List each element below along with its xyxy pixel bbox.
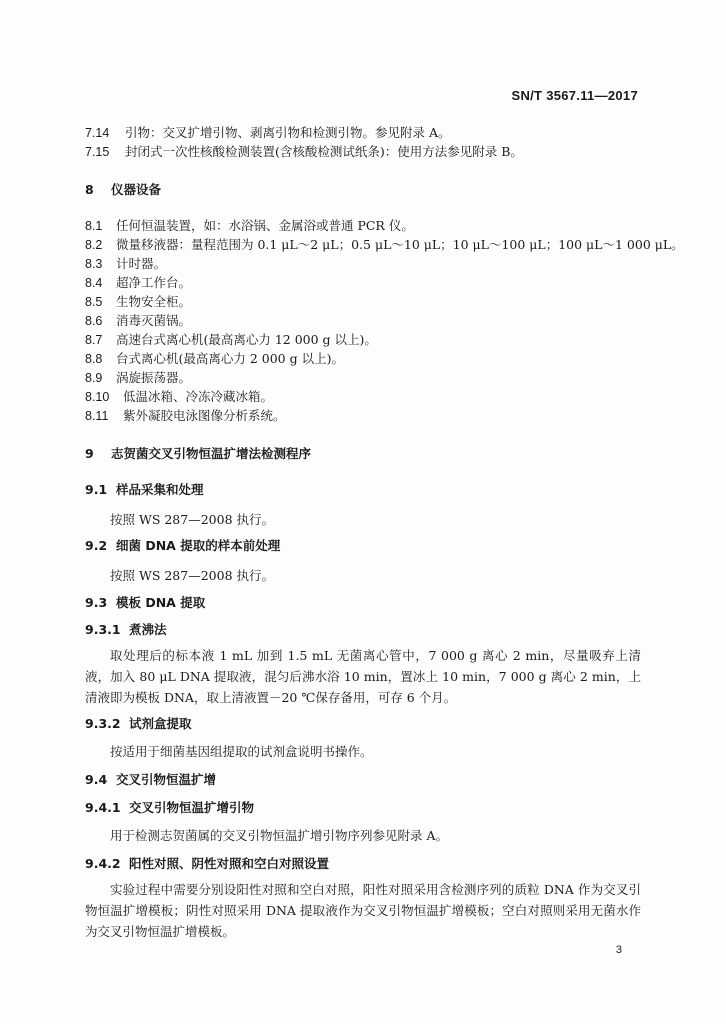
section-number: 9 <box>85 446 94 461</box>
clause-number: 8.2 <box>85 238 103 252</box>
subsection-9-3-2-heading <box>85 714 192 732</box>
subsection-9-3-1-body: 取处理后的标本液 1 mL 加到 1.5 mL 无菌离心管中，7 000 g 离心 2 min，尽量吸弃上清液，加入 80 μL DNA 提取液，混匀后沸水浴 10 min，置冰上 10 min，7 000 g 离心 2 min，上清液即为模板 DNA，取上清液置－20 ℃保存备用，可存 6 个月。 <box>85 648 641 705</box>
clause-text: 生物安全柜。 <box>115 294 191 309</box>
clause-text: 超净工作台。 <box>115 275 191 290</box>
clause-8-11 <box>85 406 286 424</box>
clause-text: 台式离心机(最高离心力 2 000 g 以上)。 <box>115 351 344 366</box>
clause-number: 8.10 <box>85 390 110 404</box>
subsection-9-2-heading <box>85 536 280 554</box>
subsection-title: 交叉引物恒温扩增 <box>115 772 216 787</box>
clause-number: 8.7 <box>85 333 103 347</box>
section-title: 仪器设备 <box>110 182 161 197</box>
subsection-number: 9.3.2 <box>85 716 121 731</box>
section-9-heading <box>85 444 311 462</box>
clause-text: 涡旋振荡器。 <box>115 370 191 385</box>
subsection-9-4-2-body: 实验过程中需要分别设阳性对照和空白对照，阳性对照采用含检测序列的质粒 DNA 作为交叉引物恒温扩增模板；阴性对照采用 DNA 提取液作为交叉引物恒温扩增模板；空白对照则采用无菌水作为交叉引物恒温扩增模板。 <box>85 882 641 939</box>
clause-8-9 <box>85 368 191 386</box>
clause-7-15 <box>85 142 523 160</box>
subsection-9-4-heading <box>85 770 216 788</box>
clause-number: 8.5 <box>85 295 103 309</box>
subsection-number: 9.4 <box>85 772 108 787</box>
clause-8-1 <box>85 216 414 234</box>
subsection-title: 阳性对照、阴性对照和空白对照设置 <box>128 856 329 871</box>
clause-8-10 <box>85 387 273 405</box>
section-number: 8 <box>85 182 94 197</box>
section-title: 志贺菌交叉引物恒温扩增法检测程序 <box>110 446 311 461</box>
clause-8-4 <box>85 273 191 291</box>
subsection-number: 9.4.1 <box>85 800 121 815</box>
clause-number: 8.3 <box>85 257 103 271</box>
section-8-heading <box>85 180 161 198</box>
subsection-9-1-body: 按照 WS 287—2008 执行。 <box>110 512 275 527</box>
clause-text: 低温冰箱、冷冻冷藏冰箱。 <box>122 389 273 404</box>
clause-text: 紫外凝胶电泳图像分析系统。 <box>122 408 286 423</box>
subsection-number: 9.4.2 <box>85 856 121 871</box>
clause-text: 高速台式离心机(最高离心力 12 000 g 以上)。 <box>115 332 377 347</box>
subsection-number: 9.3 <box>85 595 108 610</box>
clause-8-6 <box>85 311 191 329</box>
clause-number: 8.1 <box>85 219 103 233</box>
clause-8-8 <box>85 349 344 367</box>
clause-number: 7.15 <box>85 145 110 159</box>
subsection-number: 9.2 <box>85 538 108 553</box>
subsection-9-3-2-body: 按适用于细菌基因组提取的试剂盒说明书操作。 <box>110 744 373 759</box>
clause-number: 8.9 <box>85 371 103 385</box>
subsection-title: 样品采集和处理 <box>115 482 204 497</box>
subsection-9-2-body: 按照 WS 287—2008 执行。 <box>110 568 275 583</box>
subsection-title: 试剂盒提取 <box>128 716 192 731</box>
page-number: 3 <box>615 944 622 956</box>
clause-text: 计时器。 <box>115 256 166 271</box>
subsection-9-4-1-heading <box>85 798 254 816</box>
clause-number: 8.6 <box>85 314 103 328</box>
subsection-title: 模板 DNA 提取 <box>115 595 206 610</box>
clause-text: 消毒灭菌锅。 <box>115 313 191 328</box>
subsection-title: 细菌 DNA 提取的样本前处理 <box>115 538 281 553</box>
clause-text: 封闭式一次性核酸检测装置(含核酸检测试纸条)：使用方法参见附录 B。 <box>124 144 523 159</box>
subsection-number: 9.3.1 <box>85 622 121 637</box>
subsection-9-3-heading <box>85 593 205 611</box>
subsection-9-4-1-body: 用于检测志贺菌属的交叉引物恒温扩增引物序列参见附录 A。 <box>110 828 449 843</box>
clause-text: 微量移液器：量程范围为 0.1 μL～2 μL；0.5 μL～10 μL；10 μL～100 μL；100 μL～1 000 μL。 <box>115 237 684 252</box>
clause-number: 8.8 <box>85 352 103 366</box>
clause-8-7 <box>85 330 377 348</box>
subsection-9-1-heading <box>85 480 204 498</box>
subsection-9-4-2-heading <box>85 854 329 872</box>
standard-code-header: SN/T 3567.11—2017 <box>511 88 638 103</box>
clause-number: 7.14 <box>85 126 110 140</box>
clause-7-14 <box>85 123 451 141</box>
clause-8-2 <box>85 235 684 253</box>
subsection-9-3-1-heading <box>85 620 167 638</box>
subsection-number: 9.1 <box>85 482 108 497</box>
clause-text: 引物：交叉扩增引物、剥离引物和检测引物。参见附录 A。 <box>124 125 451 140</box>
clause-number: 8.4 <box>85 276 103 290</box>
subsection-title: 交叉引物恒温扩增引物 <box>128 800 254 815</box>
clause-8-3 <box>85 254 166 272</box>
subsection-title: 煮沸法 <box>128 622 167 637</box>
clause-text: 任何恒温装置，如：水浴锅、金属浴或普通 PCR 仪。 <box>115 218 414 233</box>
clause-number: 8.11 <box>85 409 109 423</box>
clause-8-5 <box>85 292 191 310</box>
